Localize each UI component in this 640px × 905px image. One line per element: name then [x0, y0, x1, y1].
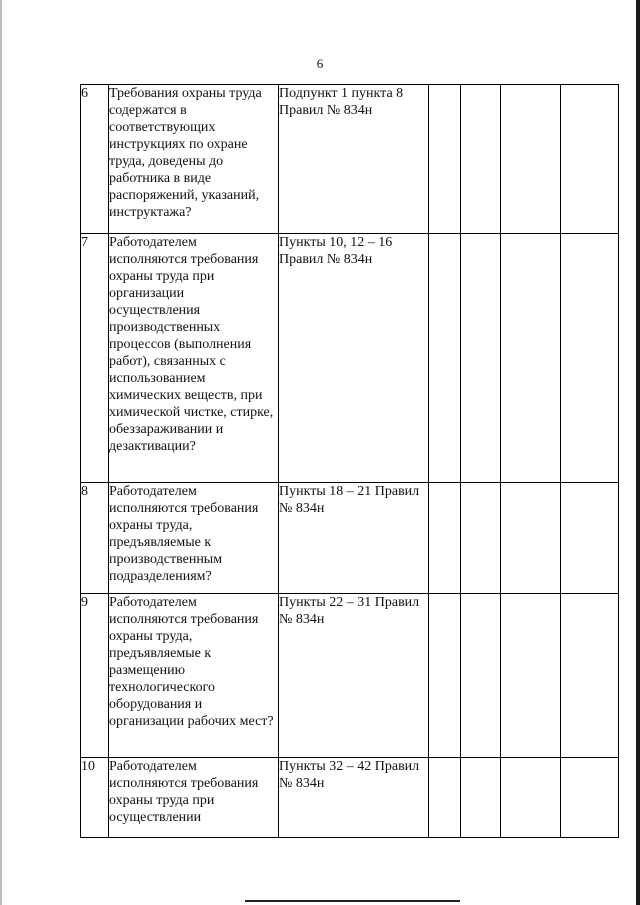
table-row	[81, 483, 619, 594]
answer-na-cell	[501, 483, 561, 594]
table-row	[81, 85, 619, 234]
question-text: Работодателем исполняются требования охраны труда при организации осуществления производственных процессов (выполнения работ), связанных с использованием химических веществ, при химической чистке, стирке, обеззараживании и дезактивации?	[109, 234, 279, 483]
question-text: Работодателем исполняются требования охраны труда при осуществлении	[109, 758, 279, 838]
answer-yes-cell	[429, 483, 461, 594]
page-number: 6	[316, 56, 324, 71]
answer-yes-cell	[429, 234, 461, 483]
scan-bottom-mark	[245, 900, 460, 902]
answer-na-cell	[501, 234, 561, 483]
legal-reference: Пункты 32 – 42 Правил № 834н	[279, 758, 429, 838]
question-text: Работодателем исполняются требования охраны труда, предъявляемые к размещению технологического оборудования и организации рабочих мест?	[109, 594, 279, 758]
notes-cell	[561, 594, 619, 758]
question-text: Работодателем исполняются требования охраны труда, предъявляемые к производственным подразделениям?	[109, 483, 279, 594]
question-text: Требования охраны труда содержатся в соответствующих инструкциях по охране труда, доведены до работника в виде распоряжений, указаний, инструктажа?	[109, 85, 279, 234]
scan-left-edge	[0, 0, 2, 905]
legal-reference: Пункты 10, 12 – 16 Правил № 834н	[279, 234, 429, 483]
notes-cell	[561, 483, 619, 594]
table-row	[81, 594, 619, 758]
row-number: 9	[81, 594, 109, 758]
answer-yes-cell	[429, 85, 461, 234]
legal-reference: Пункты 18 – 21 Правил № 834н	[279, 483, 429, 594]
notes-cell	[561, 85, 619, 234]
table-row	[81, 234, 619, 483]
answer-no-cell	[461, 234, 501, 483]
row-number: 6	[81, 85, 109, 234]
scan-right-edge	[636, 0, 640, 905]
answer-yes-cell	[429, 594, 461, 758]
answer-na-cell	[501, 85, 561, 234]
answer-no-cell	[461, 85, 501, 234]
row-number: 7	[81, 234, 109, 483]
answer-na-cell	[501, 594, 561, 758]
answer-yes-cell	[429, 758, 461, 838]
row-number: 10	[81, 758, 109, 838]
legal-reference: Пункты 22 – 31 Правил № 834н	[279, 594, 429, 758]
answer-na-cell	[501, 758, 561, 838]
checklist-table	[80, 84, 619, 838]
answer-no-cell	[461, 483, 501, 594]
table-row	[81, 758, 619, 838]
answer-no-cell	[461, 758, 501, 838]
answer-no-cell	[461, 594, 501, 758]
notes-cell	[561, 758, 619, 838]
legal-reference: Подпункт 1 пункта 8 Правил № 834н	[279, 85, 429, 234]
row-number: 8	[81, 483, 109, 594]
notes-cell	[561, 234, 619, 483]
